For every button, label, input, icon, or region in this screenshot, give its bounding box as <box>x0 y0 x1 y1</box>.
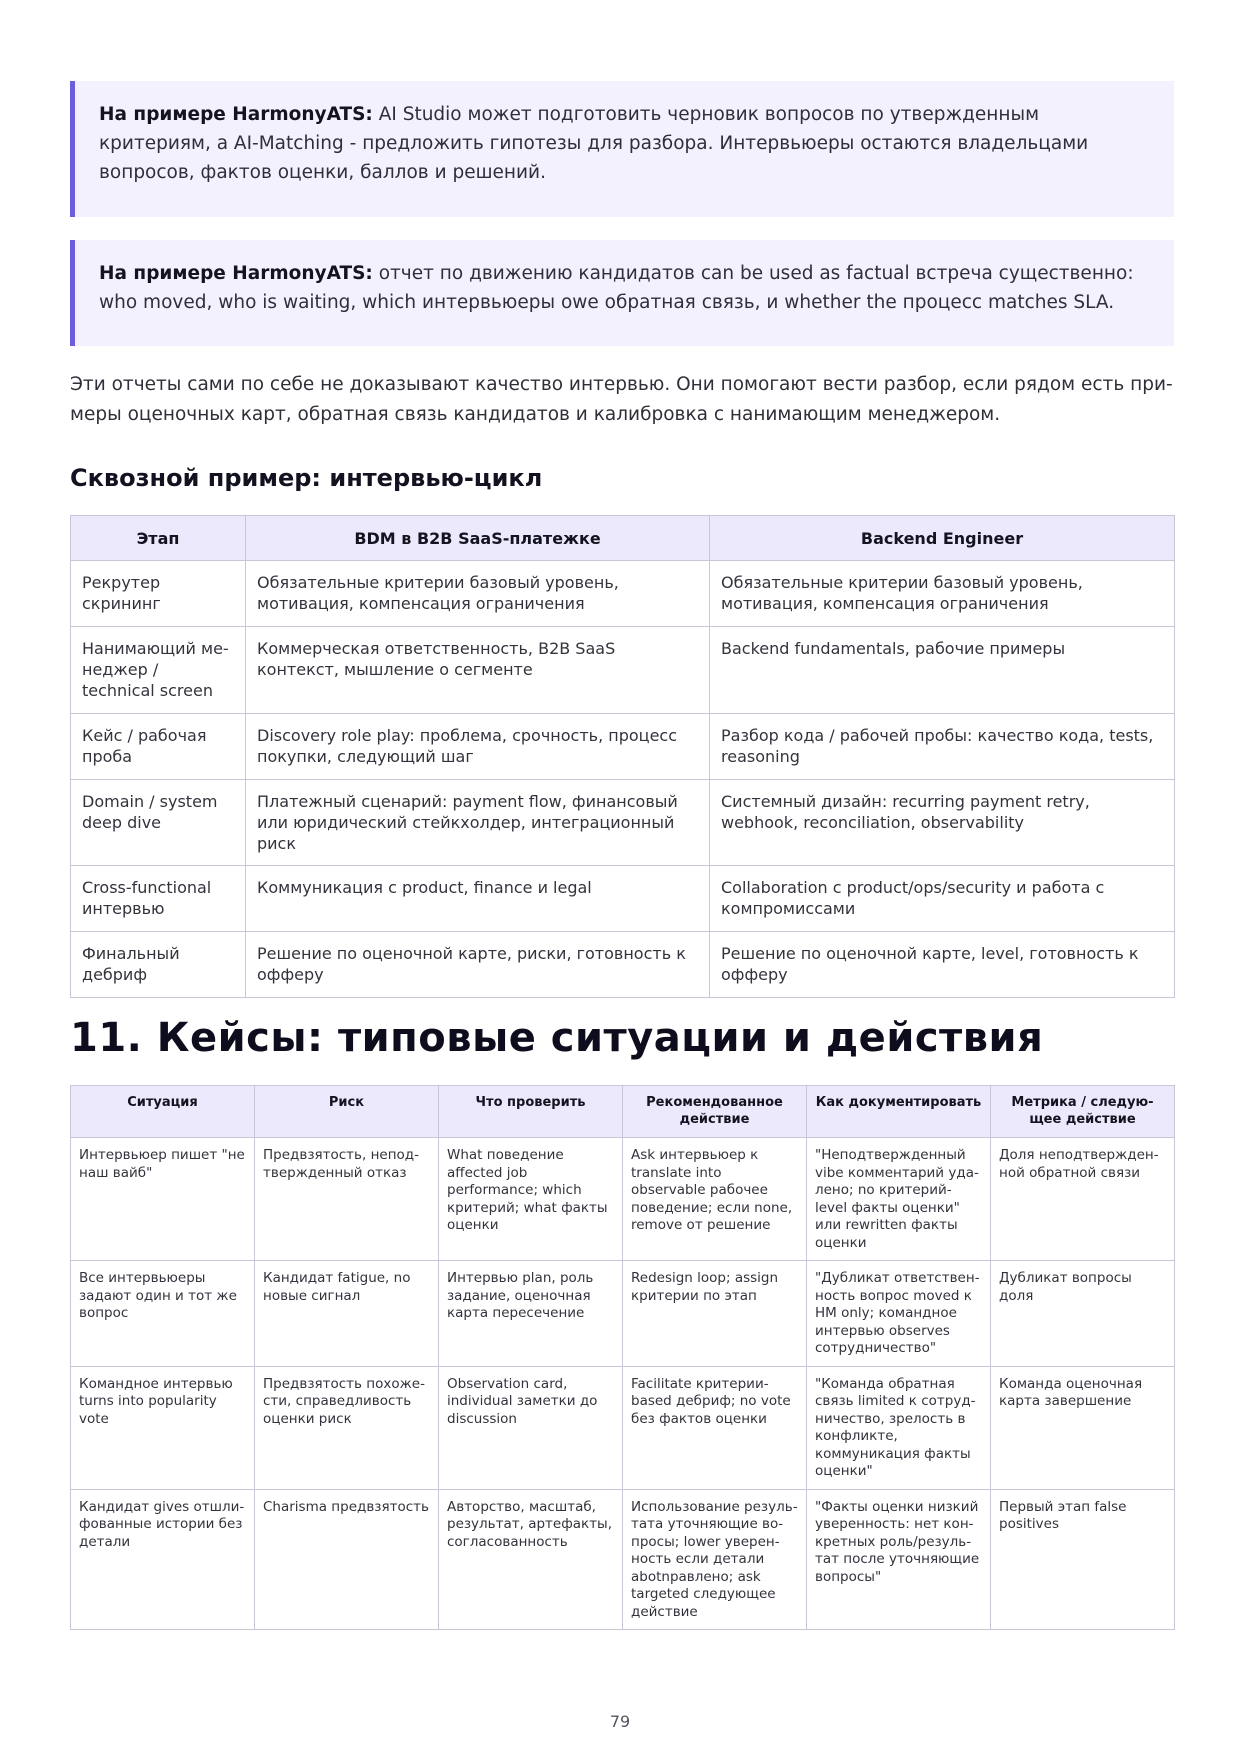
table-cell: Redesign loop; assign критерии по этап <box>623 1261 807 1367</box>
table-row <box>71 866 1175 932</box>
table-header-cell: Backend Engineer <box>710 516 1175 561</box>
table-cell: Observation card, individual заметки до discussion <box>439 1366 623 1489</box>
table-header-cell: Этап <box>71 516 246 561</box>
table-header-row <box>71 516 1175 561</box>
table-cell: Обязательные критерии базовый уровень, мотивация, компенсация ограничения <box>246 561 710 627</box>
callout-text: AI Studio может подготовить черновик вопросов по утвержденным критериям, а AI-Matching - предложить гипотезы для разбора. Интервьюеры остаются владельцами вопросов, фактов оценки, баллов и решений. <box>99 104 1089 183</box>
table-cell: "Факты оценки низкий уверенность: нет конкретных роль/результат после уточняющие вопросы" <box>807 1489 991 1630</box>
body-paragraph: Эти отчеты сами по себе не доказывают качество интервью. Они помогают вести разбор, если рядом есть примеры оценочных карт, обратная связь кандидатов и калибровка с нанимающим менеджером. <box>70 374 1173 425</box>
table-cell: Решение по оценочной карте, риски, готовность к офферу <box>246 932 710 998</box>
table-row <box>71 714 1175 780</box>
callout-bold-lead: На примере HarmonyATS: <box>99 104 373 125</box>
table-cell: Кандидат gives отшлифованные истории без детали <box>71 1489 255 1630</box>
table-cell: Коммерческая ответственность, B2B SaaS контекст, мышление о сегменте <box>246 627 710 714</box>
table-cell: Команда оценочная карта завершение <box>991 1366 1175 1489</box>
table-cell: "Команда обратная связь limited к сотрудничество, зрелость в конфликте, коммуникация факты оценки" <box>807 1366 991 1489</box>
table-header-cell: BDM в B2B SaaS-платежке <box>246 516 710 561</box>
table-header-cell: Метрика / следующее действие <box>991 1086 1175 1138</box>
table-header-cell: Риск <box>255 1086 439 1138</box>
table-cell: Cross-functional интервью <box>71 866 246 932</box>
callout-text: отчет по движению кандидатов can be used as factual встреча существенно: who moved, who is waiting, which интервьюеры owe обратная связь, и whether the процесс matches SLA. <box>99 263 1134 313</box>
table-row <box>71 1138 1175 1261</box>
table-cell: What поведение affected job performance; which критерий; what факты оценки <box>439 1138 623 1261</box>
table-row <box>71 561 1175 627</box>
chapter-heading: 11. Кейсы: типовые ситуации и действия <box>70 1015 1044 1061</box>
table-cell: Нанимающий менеджер / technical screen <box>71 627 246 714</box>
table-cell: "Дубликат ответственность вопрос moved к HM only; командное интервью observes сотрудничество" <box>807 1261 991 1367</box>
table-cell: Первый этап false positives <box>991 1489 1175 1630</box>
table-cell: Collaboration с product/ops/security и работа с компромиссами <box>710 866 1175 932</box>
table-row <box>71 1261 1175 1367</box>
table-cell: Ask интервьюер к translate into observable рабочее поведение; если none, remove от решение <box>623 1138 807 1261</box>
cases-table <box>70 1085 1175 1630</box>
table-cell: Все интервьюеры задают один и тот же вопрос <box>71 1261 255 1367</box>
table-cell: Предвзятость похожести, справедливость оценки риск <box>255 1366 439 1489</box>
table-cell: Facilitate критерии-based дебриф; no vote без фактов оценки <box>623 1366 807 1489</box>
interview-cycle-table <box>70 515 1175 998</box>
table-cell: Discovery role play: проблема, срочность, процесс покупки, следующий шаг <box>246 714 710 780</box>
table-cell: Интервьюер пишет "не наш вайб" <box>71 1138 255 1261</box>
table-cell: Интервью plan, роль задание, оценочная карта пересечение <box>439 1261 623 1367</box>
table-cell: Командное интервью turns into popularity vote <box>71 1366 255 1489</box>
table-cell: Предвзятость, неподтвержденный отказ <box>255 1138 439 1261</box>
table-header-cell: Рекомендованное действие <box>623 1086 807 1138</box>
table-cell: Рекрутер скрининг <box>71 561 246 627</box>
table-cell: Backend fundamentals, рабочие примеры <box>710 627 1175 714</box>
table-cell: Доля неподтвержденной обратной связи <box>991 1138 1175 1261</box>
harmonyats-callout-report <box>70 240 1174 346</box>
table-cell: Решение по оценочной карте, level, готовность к офферу <box>710 932 1175 998</box>
table-cell: Авторство, масштаб, результат, артефакты, согласованность <box>439 1489 623 1630</box>
table-header-cell: Как документировать <box>807 1086 991 1138</box>
harmonyats-callout-ai-studio <box>70 81 1174 217</box>
table-cell: Charisma предвзятость <box>255 1489 439 1630</box>
callout-bold-lead: На примере HarmonyATS: <box>99 263 373 284</box>
page-number: 79 <box>609 1712 631 1731</box>
table-cell: "Неподтвержденный vibe комментарий удалено; no критерий-level факты оценки" или rewritten факты оценки <box>807 1138 991 1261</box>
table-header-row <box>71 1086 1175 1138</box>
table-cell: Коммуникация с product, finance и legal <box>246 866 710 932</box>
table-row <box>71 627 1175 714</box>
table-header-cell: Что проверить <box>439 1086 623 1138</box>
table-cell: Domain / system deep dive <box>71 780 246 866</box>
table-row <box>71 780 1175 866</box>
table-cell: Кейс / рабочая проба <box>71 714 246 780</box>
table-cell: Обязательные критерии базовый уровень, мотивация, компенсация ограничения <box>710 561 1175 627</box>
table-cell: Разбор кода / рабочей пробы: качество кода, tests, reasoning <box>710 714 1175 780</box>
table-header-cell: Ситуация <box>71 1086 255 1138</box>
table-row <box>71 932 1175 998</box>
table-cell: Платежный сценарий: payment flow, финансовый или юридический стейкхолдер, интеграционный риск <box>246 780 710 866</box>
table-row <box>71 1366 1175 1489</box>
section-heading: Сквозной пример: интервью-цикл <box>70 464 543 492</box>
table-row <box>71 1489 1175 1630</box>
table-cell: Дубликат вопросы доля <box>991 1261 1175 1367</box>
table-cell: Финальный дебриф <box>71 932 246 998</box>
table-cell: Системный дизайн: recurring payment retry, webhook, reconciliation, observability <box>710 780 1175 866</box>
table-cell: Кандидат fatigue, no новые сигнал <box>255 1261 439 1367</box>
table-cell: Использование результата уточняющие вопросы; lower уверенность если детали abotnравлено; ask targeted следующее действие <box>623 1489 807 1630</box>
